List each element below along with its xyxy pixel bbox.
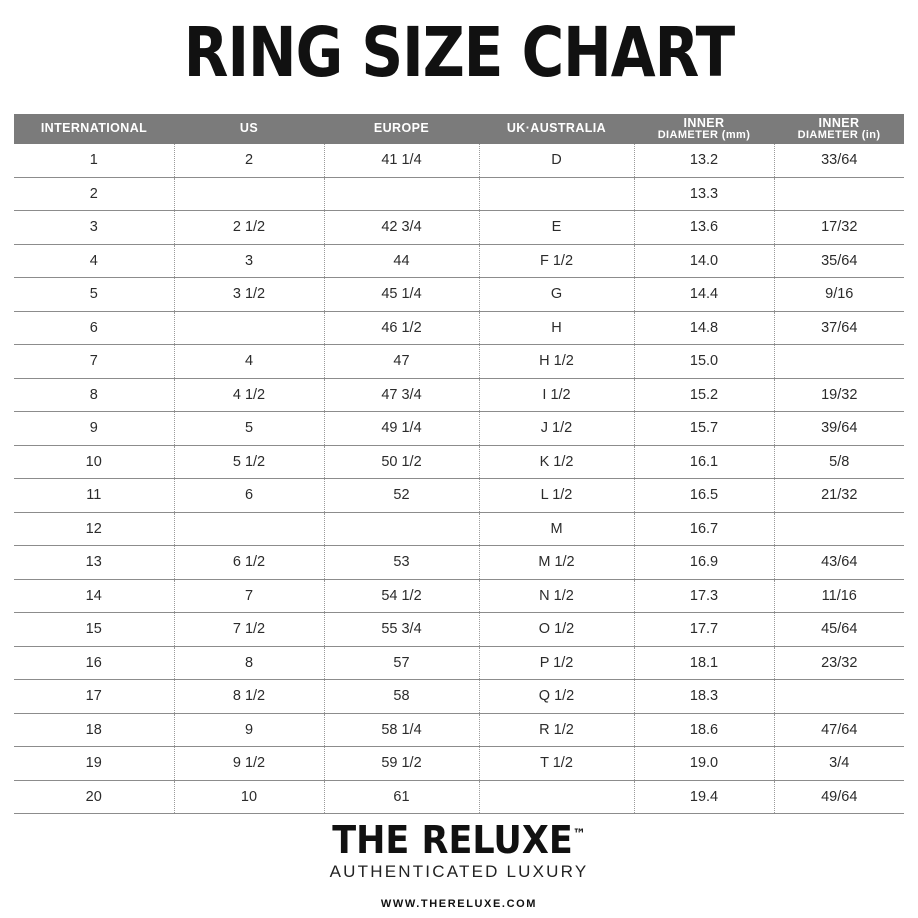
table-cell: H (479, 311, 634, 345)
table-cell: 52 (324, 479, 479, 513)
table-cell (324, 512, 479, 546)
column-header-us (174, 114, 324, 144)
ring-size-table (14, 114, 904, 814)
table-cell: 2 (174, 144, 324, 177)
table-cell: 21/32 (774, 479, 904, 513)
table-row (14, 479, 904, 513)
table-cell: 15 (14, 613, 174, 647)
table-cell: 4 (174, 345, 324, 379)
table-cell: 14.4 (634, 278, 774, 312)
footer (0, 818, 918, 910)
table-cell (174, 512, 324, 546)
table-cell: 46 1/2 (324, 311, 479, 345)
table-cell: 2 1/2 (174, 211, 324, 245)
table-cell (774, 177, 904, 211)
table-cell: 19.0 (634, 747, 774, 781)
table-cell: 5 1/2 (174, 445, 324, 479)
column-header-international (14, 114, 174, 144)
table-cell: 1 (14, 144, 174, 177)
table-cell: E (479, 211, 634, 245)
table-cell: 14.0 (634, 244, 774, 278)
table-cell: H 1/2 (479, 345, 634, 379)
table-cell: 42 3/4 (324, 211, 479, 245)
table-cell: 7 (14, 345, 174, 379)
column-header-line1: INNER (683, 115, 725, 130)
table-cell: 16.1 (634, 445, 774, 479)
table-cell: T 1/2 (479, 747, 634, 781)
table-cell (479, 780, 634, 814)
table-cell: P 1/2 (479, 646, 634, 680)
column-header-inner-diameter-in (774, 114, 904, 144)
table-row (14, 345, 904, 379)
table-cell: 50 1/2 (324, 445, 479, 479)
table-cell: 16 (14, 646, 174, 680)
table-cell: D (479, 144, 634, 177)
table-row (14, 177, 904, 211)
table-cell: 17.3 (634, 579, 774, 613)
table-cell: 57 (324, 646, 479, 680)
table-cell: 47 3/4 (324, 378, 479, 412)
table-cell: J 1/2 (479, 412, 634, 446)
table-cell: G (479, 278, 634, 312)
column-header-inner-diameter-mm (634, 114, 774, 144)
table-cell: 54 1/2 (324, 579, 479, 613)
website-url: WWW.THERELUXE.COM (380, 898, 538, 910)
table-cell: 59 1/2 (324, 747, 479, 781)
table-cell: 8 (174, 646, 324, 680)
table-row (14, 646, 904, 680)
table-row (14, 713, 904, 747)
table-cell: 16.7 (634, 512, 774, 546)
table-cell: 18 (14, 713, 174, 747)
table-cell: 13 (14, 546, 174, 580)
table-cell: 35/64 (774, 244, 904, 278)
table-row (14, 412, 904, 446)
table-cell: 6 (14, 311, 174, 345)
table-cell: O 1/2 (479, 613, 634, 647)
table-body (14, 144, 904, 814)
table-row (14, 780, 904, 814)
table-cell: K 1/2 (479, 445, 634, 479)
table-cell: 53 (324, 546, 479, 580)
table-row (14, 278, 904, 312)
table-row (14, 747, 904, 781)
table-cell: 3/4 (774, 747, 904, 781)
table-row (14, 144, 904, 177)
table-cell: 5/8 (774, 445, 904, 479)
table-cell: 13.2 (634, 144, 774, 177)
table-cell: M 1/2 (479, 546, 634, 580)
table-row (14, 244, 904, 278)
table-cell: 15.0 (634, 345, 774, 379)
table-cell: L 1/2 (479, 479, 634, 513)
column-header-line1: INNER (818, 115, 860, 130)
table-cell: 33/64 (774, 144, 904, 177)
table-cell: 44 (324, 244, 479, 278)
table-row (14, 512, 904, 546)
table-cell: 4 (14, 244, 174, 278)
table-row (14, 445, 904, 479)
table-cell: 49/64 (774, 780, 904, 814)
table-cell: 6 1/2 (174, 546, 324, 580)
table-row (14, 579, 904, 613)
table-cell: 23/32 (774, 646, 904, 680)
table-row (14, 311, 904, 345)
table-cell: 61 (324, 780, 479, 814)
table-cell: 17.7 (634, 613, 774, 647)
table-cell: 43/64 (774, 546, 904, 580)
table-cell: 10 (174, 780, 324, 814)
table-cell: 5 (14, 278, 174, 312)
table-cell: 6 (174, 479, 324, 513)
table-cell: Q 1/2 (479, 680, 634, 714)
table-row (14, 613, 904, 647)
table-cell: 18.1 (634, 646, 774, 680)
table-cell: I 1/2 (479, 378, 634, 412)
table-cell: 16.9 (634, 546, 774, 580)
table-cell: 15.7 (634, 412, 774, 446)
table-cell: 9/16 (774, 278, 904, 312)
table-row (14, 211, 904, 245)
table-cell: 5 (174, 412, 324, 446)
table-cell: 18.6 (634, 713, 774, 747)
table-cell: 39/64 (774, 412, 904, 446)
table-cell: 55 3/4 (324, 613, 479, 647)
table-cell: 7 1/2 (174, 613, 324, 647)
table-cell: 41 1/4 (324, 144, 479, 177)
table-cell: 16.5 (634, 479, 774, 513)
column-header-line2: DIAMETER (mm) (657, 128, 751, 141)
column-header-line1: INTERNATIONAL (40, 121, 148, 136)
table-cell: 45 1/4 (324, 278, 479, 312)
table-cell: 13.3 (634, 177, 774, 211)
table-cell (174, 177, 324, 211)
table-cell: 8 (14, 378, 174, 412)
table-cell (774, 680, 904, 714)
table-cell: R 1/2 (479, 713, 634, 747)
table-row (14, 680, 904, 714)
table-cell (324, 177, 479, 211)
column-header-line1: UK·AUSTRALIA (506, 121, 607, 136)
table-cell: 15.2 (634, 378, 774, 412)
table-cell: 9 (14, 412, 174, 446)
table-cell: 45/64 (774, 613, 904, 647)
table-cell (774, 512, 904, 546)
column-header-line2: DIAMETER (in) (797, 128, 881, 141)
table-cell: 11/16 (774, 579, 904, 613)
column-header-line1: US (239, 121, 259, 136)
table-cell: 7 (174, 579, 324, 613)
table-cell: 17 (14, 680, 174, 714)
table-cell: 58 (324, 680, 479, 714)
table-cell: 14.8 (634, 311, 774, 345)
table-cell: 13.6 (634, 211, 774, 245)
table-cell: 47/64 (774, 713, 904, 747)
column-header-line1: EUROPE (373, 121, 430, 136)
table-cell: N 1/2 (479, 579, 634, 613)
table-cell: 12 (14, 512, 174, 546)
table-cell: 49 1/4 (324, 412, 479, 446)
table-cell: 3 (14, 211, 174, 245)
table-cell: 2 (14, 177, 174, 211)
table-cell: 37/64 (774, 311, 904, 345)
table-row (14, 378, 904, 412)
table-cell: 9 1/2 (174, 747, 324, 781)
brand-tagline: AUTHENTICATED LUXURY (329, 862, 589, 881)
table-row (14, 546, 904, 580)
table-cell: 47 (324, 345, 479, 379)
brand-text: THE RELUXE (332, 818, 573, 863)
column-header-europe (324, 114, 479, 144)
table-cell: 3 1/2 (174, 278, 324, 312)
table-cell: 4 1/2 (174, 378, 324, 412)
table-cell: 20 (14, 780, 174, 814)
table-cell: 19 (14, 747, 174, 781)
table-cell: M (479, 512, 634, 546)
table-cell: 14 (14, 579, 174, 613)
brand-name (0, 818, 918, 863)
table-cell: 17/32 (774, 211, 904, 245)
page-title: RING SIZE CHART (183, 12, 735, 93)
table-cell: 3 (174, 244, 324, 278)
table-cell: 8 1/2 (174, 680, 324, 714)
table-cell: 10 (14, 445, 174, 479)
table-header-row (14, 114, 904, 144)
table-cell: 19/32 (774, 378, 904, 412)
table-cell: 11 (14, 479, 174, 513)
table-cell (479, 177, 634, 211)
table-cell: 18.3 (634, 680, 774, 714)
table-cell (174, 311, 324, 345)
trademark-symbol: ™ (572, 827, 586, 844)
table-cell: 19.4 (634, 780, 774, 814)
table-cell: F 1/2 (479, 244, 634, 278)
table-cell: 9 (174, 713, 324, 747)
table-cell: 58 1/4 (324, 713, 479, 747)
table-cell (774, 345, 904, 379)
column-header-uk-australia (479, 114, 634, 144)
